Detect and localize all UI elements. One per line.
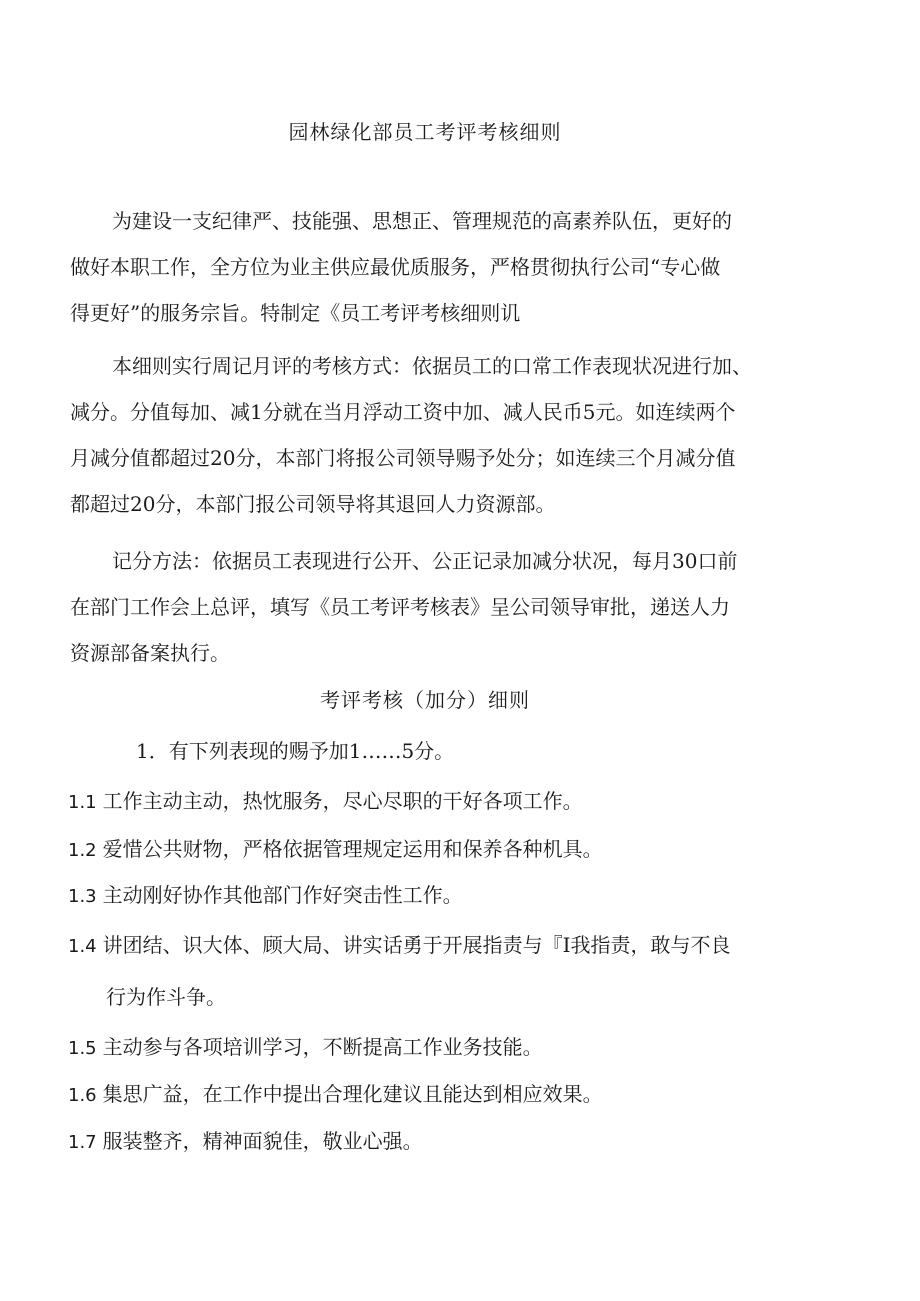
scoring-paragraph bbox=[68, 538, 798, 676]
list-item-number: 1.4 bbox=[68, 936, 97, 957]
list-item-number: 1.1 bbox=[68, 792, 97, 813]
list-item-number: 1.5 bbox=[68, 1038, 97, 1059]
intro-paragraph bbox=[68, 198, 798, 336]
list-item-number: 1.6 bbox=[68, 1085, 97, 1106]
method-line-1: 本细则实行周记月评的考核方式：依据员工的口常工作表现状况进行加、 bbox=[112, 354, 752, 378]
list-item-text: 服装整齐，精神面貌佳，敬业心强。 bbox=[102, 1129, 423, 1153]
scoring-line-1: 记分方法：依据员工表现进行公开、公正记录加减分状况，每月30口前 bbox=[112, 549, 738, 573]
method-line-2: 减分。分值每加、减1分就在当月浮动工资中加、减人民币5元。如连续两个 bbox=[70, 400, 736, 424]
list-item bbox=[68, 778, 583, 826]
method-line-4: 都超过20分，本部门报公司领导将其退回人力资源部。 bbox=[70, 492, 556, 516]
list-item-number: 1.3 bbox=[68, 886, 97, 907]
list-item-number: 1.7 bbox=[68, 1132, 97, 1153]
method-line-3: 月减分值都超过20分，本部门将报公司领导赐予处分；如连续三个月减分值 bbox=[70, 446, 736, 470]
list-item bbox=[68, 826, 603, 874]
list-item-text: 爱惜公共财物，严格依据管理规定运用和保养各种机具。 bbox=[102, 837, 603, 861]
list-item bbox=[68, 872, 463, 920]
list-item-text: 工作主动主动，热忱服务，尽心尽职的干好各项工作。 bbox=[102, 789, 583, 813]
scoring-line-3: 资源部备案执行。 bbox=[70, 641, 230, 665]
list-item-text: 集思广益，在工作中提出合理化建议且能达到相应效果。 bbox=[102, 1082, 603, 1106]
list-item-text: 讲团结、识大体、顾大局、讲实话勇于开展指责与『I我指责，敢与不良 bbox=[102, 933, 731, 957]
intro-line-3: 得更好”的服务宗旨。特制定《员工考评考核细则讥 bbox=[70, 301, 521, 325]
intro-line-1: 为建设一支纪律严、技能强、思想正、管理规范的高素养队伍，更好的 bbox=[112, 209, 732, 233]
list-item-text: 主动参与各项培训学习，不断提高工作业务技能。 bbox=[102, 1035, 543, 1059]
scoring-line-2: 在部门工作会上总评，填写《员工考评考核表》呈公司领导审批，递送人力 bbox=[70, 595, 730, 619]
list-item-text: 主动刚好协作其他部门作好突击性工作。 bbox=[102, 883, 463, 907]
section-subtitle: 考评考核（加分）细则 bbox=[320, 688, 530, 712]
list-item bbox=[68, 1024, 543, 1072]
list-item bbox=[68, 922, 731, 970]
list-item-continuation: 行为作斗争。 bbox=[106, 985, 226, 1009]
list-item bbox=[68, 1118, 423, 1166]
intro-line-2: 做好本职工作，全方位为业主供应最优质服务，严格贯彻执行公司“专心做 bbox=[70, 255, 721, 279]
list-item-number: 1.2 bbox=[68, 840, 97, 861]
method-paragraph bbox=[68, 343, 798, 527]
list-item bbox=[68, 1071, 603, 1119]
section-heading: 1．有下列表现的赐予加1……5分。 bbox=[136, 739, 455, 763]
document-title: 园林绿化部员工考评考核细则 bbox=[288, 120, 562, 144]
